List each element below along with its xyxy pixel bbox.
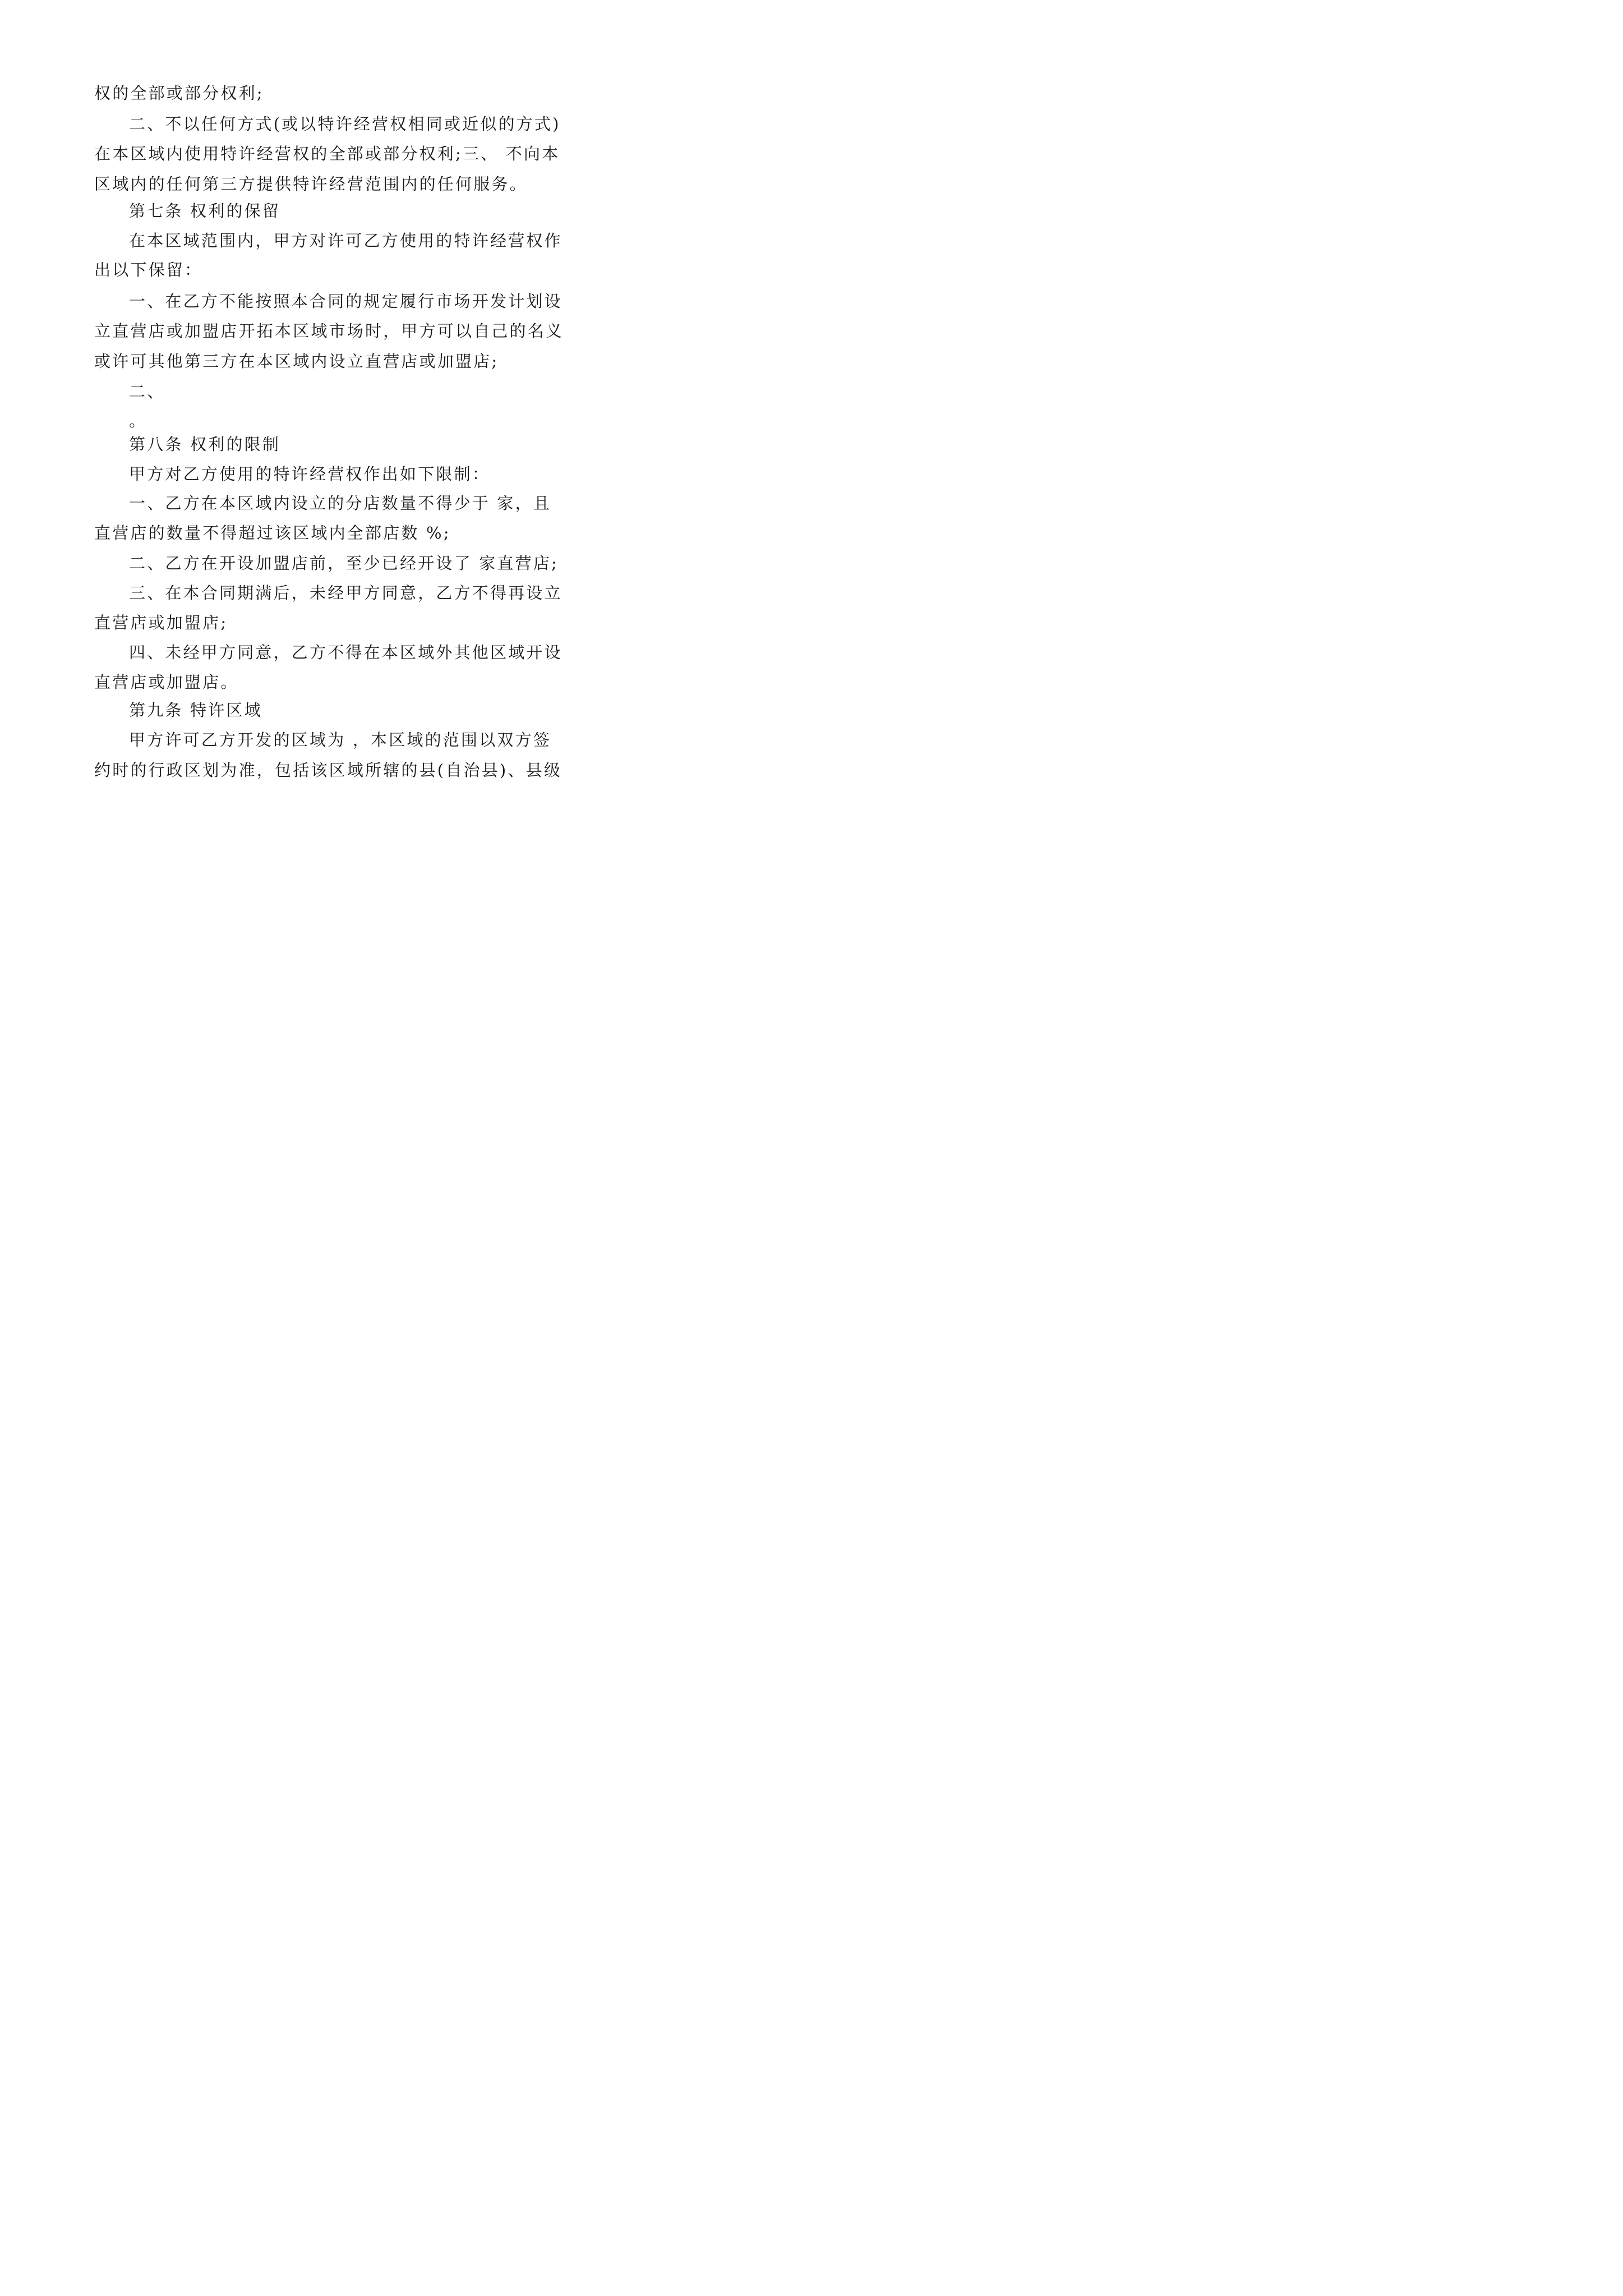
text-line: 四、未经甲方同意，乙方不得在本区域外其他区域开设 xyxy=(129,643,562,662)
text-line: 二、不以任何方式(或以特许经营权相同或近似的方式) xyxy=(129,114,561,134)
text-line: 。 xyxy=(129,411,147,430)
text-line: 或许可其他第三方在本区域内设立直营店或加盟店; xyxy=(94,352,499,371)
text-line: 立直营店或加盟店开拓本区域市场时，甲方可以自己的名义 xyxy=(94,321,564,341)
text-line: 权的全部或部分权利; xyxy=(94,84,264,103)
text-line: 直营店的数量不得超过该区域内全部店数 %; xyxy=(94,523,451,542)
article-heading: 第九条 特许区域 xyxy=(129,701,262,720)
text-line: 出以下保留： xyxy=(94,260,203,279)
text-line: 一、在乙方不能按照本合同的规定履行市场开发计划设 xyxy=(129,292,562,311)
article-heading: 第八条 权利的限制 xyxy=(129,435,281,454)
text-line: 一、乙方在本区域内设立的分店数量不得少于 家，且 xyxy=(129,494,552,513)
text-line: 区域内的任何第三方提供特许经营范围内的任何服务。 xyxy=(94,174,528,194)
text-line: 直营店或加盟店。 xyxy=(94,673,239,692)
text-line: 在本区域内使用特许经营权的全部或部分权利;三、 不向本 xyxy=(94,144,560,163)
text-line: 直营店或加盟店; xyxy=(94,613,228,632)
text-line: 二、 xyxy=(129,382,165,401)
text-line: 二、乙方在开设加盟店前，至少已经开设了 家直营店; xyxy=(129,554,559,573)
text-line: 甲方对乙方使用的特许经营权作出如下限制： xyxy=(129,464,491,484)
document-page xyxy=(0,0,619,876)
text-line: 约时的行政区划为准，包括该区域所辖的县(自治县)、县级 xyxy=(94,761,562,780)
text-line: 三、在本合同期满后，未经甲方同意，乙方不得再设立 xyxy=(129,583,562,602)
article-heading: 第七条 权利的保留 xyxy=(129,201,281,220)
text-line: 甲方许可乙方开发的区域为 ，本区域的范围以双方签 xyxy=(129,730,552,749)
text-line: 在本区域范围内，甲方对许可乙方使用的特许经营权作 xyxy=(129,231,562,250)
